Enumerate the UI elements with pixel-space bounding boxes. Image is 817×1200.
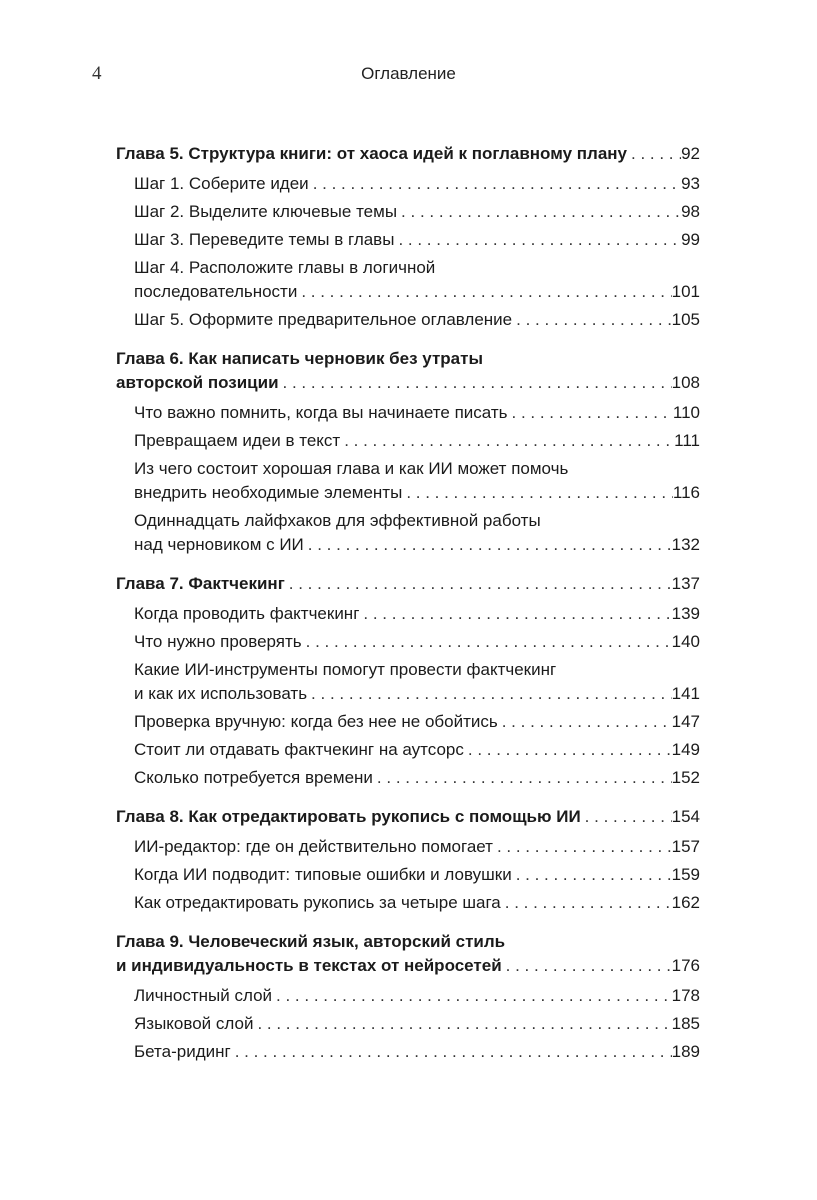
dot-leader: [501, 891, 672, 915]
toc-entry-title: Стоит ли отдавать фактчекинг на аутсорс: [134, 740, 464, 759]
running-title: Оглавление: [361, 64, 456, 83]
toc-section-entry[interactable]: [116, 228, 700, 252]
toc-entry-line: [134, 172, 700, 196]
dot-leader: [464, 738, 672, 762]
toc-section-entry[interactable]: [116, 256, 700, 304]
toc-entry-line: [134, 280, 700, 304]
toc-entry-page: 154: [671, 807, 700, 826]
toc-entry-page: 92: [681, 144, 700, 163]
toc-entry-title: Что нужно проверять: [134, 632, 302, 651]
dot-leader: [304, 533, 672, 557]
toc-entry-title-line: Из чего состоит хорошая глава и как ИИ может помочь: [134, 459, 569, 478]
toc-chapter-entry[interactable]: [116, 347, 700, 395]
toc-entry-line: [116, 371, 700, 395]
toc-entry-page: 149: [671, 740, 700, 759]
dot-leader: [297, 280, 671, 304]
toc-entry-line: [134, 228, 700, 252]
toc-section-entry[interactable]: [116, 1012, 700, 1036]
toc-entry-page: 99: [681, 230, 700, 249]
toc-section-entry[interactable]: [116, 1040, 700, 1064]
toc-entry-page: 152: [671, 768, 700, 787]
toc-section-entry[interactable]: [116, 308, 700, 332]
toc-entry-page: 93: [681, 174, 700, 193]
toc-section-entry[interactable]: [116, 172, 700, 196]
toc-entry-title: Что важно помнить, когда вы начинаете писать: [134, 403, 508, 422]
dot-leader: [285, 572, 672, 596]
toc-entry-title-line: Какие ИИ-инструменты помогут провести фактчекинг: [134, 660, 557, 679]
toc-entry-line: [134, 738, 700, 762]
dot-leader: [512, 308, 671, 332]
toc-entry-page: 178: [671, 986, 700, 1005]
dot-leader: [359, 602, 671, 626]
toc-entry-title: Проверка вручную: когда без нее не обойтись: [134, 712, 498, 731]
toc-entry-title: Когда проводить фактчекинг: [134, 604, 360, 623]
toc-chapter-entry[interactable]: [116, 805, 700, 829]
dot-leader: [581, 805, 672, 829]
toc-entry-line: [134, 863, 700, 887]
toc-entry-title: последовательности: [134, 282, 298, 301]
toc-entry-page: 157: [671, 837, 700, 856]
toc-entry-page: 189: [671, 1042, 700, 1061]
toc-chapter-entry[interactable]: [116, 572, 700, 596]
toc-section-entry[interactable]: [116, 630, 700, 654]
toc-entry-title: Бета-ридинг: [134, 1042, 231, 1061]
toc-entry-page: 116: [672, 483, 700, 502]
toc-chapter-entry[interactable]: [116, 930, 700, 978]
toc-entry-page: 140: [671, 632, 700, 651]
toc-section-entry[interactable]: [116, 658, 700, 706]
toc-entry-title: ИИ-редактор: где он действительно помогает: [134, 837, 493, 856]
toc-entry-page: 162: [671, 893, 700, 912]
dot-leader: [272, 984, 672, 1008]
dot-leader: [394, 228, 681, 252]
toc-entry-title: Превращаем идеи в текст: [134, 431, 341, 450]
toc-chapter-block: [116, 347, 700, 557]
dot-leader: [373, 766, 672, 790]
toc-entry-title-line: Глава 6. Как написать черновик без утраты: [116, 349, 483, 368]
toc-entry-title-line: Шаг 4. Расположите главы в логичной: [134, 258, 436, 277]
toc-entry-line: [116, 142, 700, 166]
toc-entry-line: [134, 602, 700, 626]
dot-leader: [508, 401, 673, 425]
toc-section-entry[interactable]: [116, 457, 700, 505]
toc-section-entry[interactable]: [116, 710, 700, 734]
toc-entry-line: [134, 766, 700, 790]
toc-chapter-block: [116, 142, 700, 332]
toc-entry-title: Шаг 2. Выделите ключевые темы: [134, 202, 398, 221]
dot-leader: [498, 710, 672, 734]
toc-entry-line: [134, 533, 700, 557]
toc-chapter-block: [116, 572, 700, 790]
dot-leader: [493, 835, 672, 859]
toc-entry-page: 159: [671, 865, 700, 884]
dot-leader: [302, 630, 672, 654]
dot-leader: [279, 371, 672, 395]
toc-section-entry[interactable]: [116, 509, 700, 557]
toc-entry-line: [134, 710, 700, 734]
toc-entry-title: Глава 8. Как отредактировать рукопись с помощью ИИ: [116, 807, 581, 826]
toc-entry-line: [134, 984, 700, 1008]
toc-section-entry[interactable]: [116, 863, 700, 887]
toc-entry-title: Когда ИИ подводит: типовые ошибки и ловушки: [134, 865, 512, 884]
page-number: 4: [92, 63, 102, 84]
toc-entry-page: 101: [671, 282, 700, 301]
toc-entry-line: [116, 954, 700, 978]
toc-entry-title: Глава 7. Фактчекинг: [116, 574, 285, 593]
toc-section-entry[interactable]: [116, 984, 700, 1008]
toc-entry-title: Шаг 5. Оформите предварительное оглавление: [134, 310, 513, 329]
toc-entry-page: 98: [681, 202, 700, 221]
toc-entry-title: Как отредактировать рукопись за четыре шага: [134, 893, 501, 912]
table-of-contents: [116, 142, 700, 1068]
toc-entry-page: 110: [672, 403, 700, 422]
toc-entry-page: 105: [671, 310, 700, 329]
toc-entry-title: и индивидуальность в текстах от нейросетей: [116, 956, 502, 975]
toc-entry-title: Шаг 3. Переведите темы в главы: [134, 230, 395, 249]
toc-entry-page: 132: [671, 535, 700, 554]
dot-leader: [502, 954, 672, 978]
toc-section-entry[interactable]: [116, 602, 700, 626]
toc-entry-line: [134, 835, 700, 859]
toc-entry-title: Шаг 1. Соберите идеи: [134, 174, 309, 193]
toc-entry-line: [134, 401, 700, 425]
toc-chapter-block: [116, 805, 700, 915]
toc-entry-title: Глава 5. Структура книги: от хаоса идей к поглавному плану: [116, 144, 627, 163]
toc-entry-line: [134, 682, 700, 706]
dot-leader: [627, 142, 681, 166]
toc-entry-line: [116, 805, 700, 829]
toc-entry-page: 139: [671, 604, 700, 623]
toc-section-entry[interactable]: [116, 429, 700, 453]
toc-entry-title-line: Глава 9. Человеческий язык, авторский стиль: [116, 932, 506, 951]
toc-entry-title: над черновиком с ИИ: [134, 535, 304, 554]
toc-entry-page: 108: [671, 373, 700, 392]
toc-entry-title: авторской позиции: [116, 373, 279, 392]
toc-entry-page: 111: [674, 431, 700, 450]
toc-entry-title: Языковой слой: [134, 1014, 254, 1033]
toc-entry-title-line: Одиннадцать лайфхаков для эффективной работы: [134, 511, 541, 530]
toc-entry-title: внедрить необходимые элементы: [134, 483, 403, 502]
toc-entry-title: Сколько потребуется времени: [134, 768, 373, 787]
toc-entry-page: 147: [671, 712, 700, 731]
dot-leader: [402, 481, 673, 505]
toc-chapter-entry[interactable]: [116, 142, 700, 166]
toc-entry-page: 141: [671, 684, 700, 703]
dot-leader: [512, 863, 672, 887]
toc-section-entry[interactable]: [116, 738, 700, 762]
toc-entry-line: [134, 200, 700, 224]
toc-entry-title: и как их использовать: [134, 684, 308, 703]
dot-leader: [307, 682, 672, 706]
toc-entry-title: Личностный слой: [134, 986, 273, 1005]
toc-section-entry[interactable]: [116, 766, 700, 790]
toc-entry-line: [134, 891, 700, 915]
toc-section-entry[interactable]: [116, 401, 700, 425]
toc-section-entry[interactable]: [116, 835, 700, 859]
toc-entry-line: [134, 308, 700, 332]
dot-leader: [231, 1040, 672, 1064]
dot-leader: [309, 172, 681, 196]
toc-entry-line: [134, 1040, 700, 1064]
toc-entry-line: [134, 630, 700, 654]
toc-entry-line: [134, 481, 700, 505]
toc-entry-page: 185: [671, 1014, 700, 1033]
toc-entry-line: [134, 429, 700, 453]
dot-leader: [340, 429, 674, 453]
toc-section-entry[interactable]: [116, 891, 700, 915]
toc-entry-line: [134, 1012, 700, 1036]
dot-leader: [253, 1012, 671, 1036]
dot-leader: [397, 200, 681, 224]
toc-section-entry[interactable]: [116, 200, 700, 224]
toc-entry-line: [116, 572, 700, 596]
toc-chapter-block: [116, 930, 700, 1064]
toc-entry-page: 137: [671, 574, 700, 593]
toc-entry-page: 176: [671, 956, 700, 975]
